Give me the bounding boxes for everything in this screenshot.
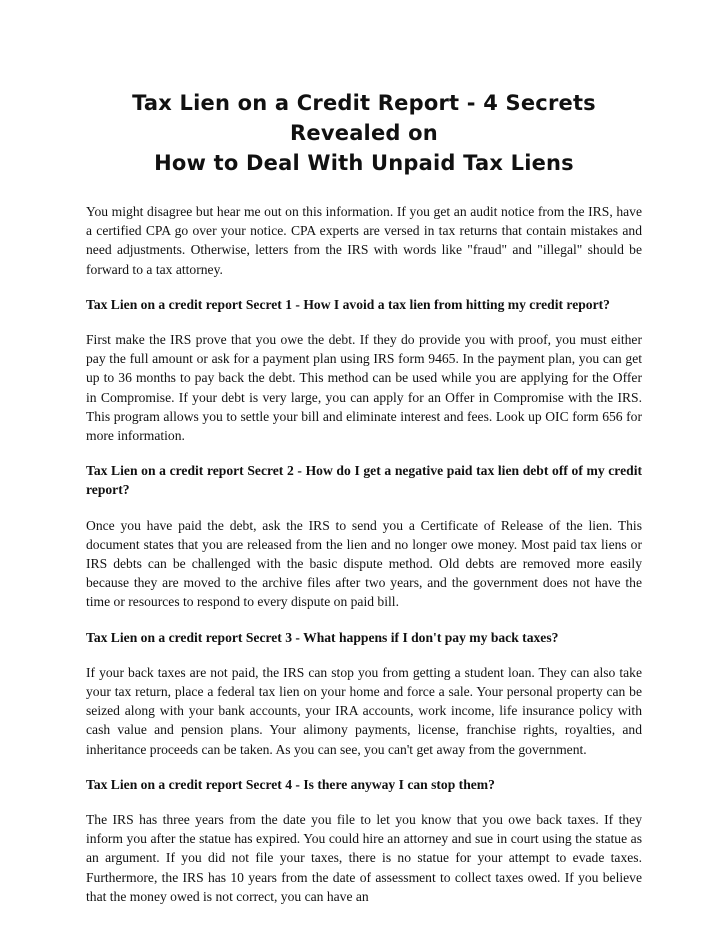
title-line-1: Tax Lien on a Credit Report - 4 Secrets Revealed on xyxy=(132,91,596,145)
intro-paragraph: You might disagree but hear me out on this information. If you get an audit notice from the IRS, have a certified CPA go over your notice. CPA experts are versed in tax returns that contain mistakes and need adjustments. Otherwise, letters from the IRS with words like "fraud" and "illegal" should be forward to a tax attorney. xyxy=(86,204,642,277)
document-title xyxy=(86,88,642,178)
section-1-body: First make the IRS prove that you owe the debt. If they do provide you with proof, you must either pay the full amount or ask for a payment plan using IRS form 9465. In the payment plan, you can get up to 36 months to pay back the debt. This method can be used while you are applying for the Offer in Compromise. If your debt is very large, you can apply for an Offer in Compromise with the IRS. This program allows you to settle your bill and eliminate interest and fees. Look up OIC form 656 for more information. xyxy=(86,332,642,444)
title-line-2: How to Deal With Unpaid Tax Liens xyxy=(154,151,574,175)
section-4-body: The IRS has three years from the date you file to let you know that you owe back taxes. If they inform you after the statue has expired. You could hire an attorney and sue in court using the statue as an argument. If you did not file your taxes, there is no statue for your attempt to evade taxes. Furthermore, the IRS has 10 years from the date of assessment to collect taxes owed. If you believe that the money owed is not correct, you can have an xyxy=(86,812,642,904)
section-4-heading: Tax Lien on a credit report Secret 4 - Is there anyway I can stop them? xyxy=(86,776,495,792)
section-2-heading: Tax Lien on a credit report Secret 2 - How do I get a negative paid tax lien debt off of my credit report? xyxy=(86,463,642,498)
section-3-body: If your back taxes are not paid, the IRS can stop you from getting a student loan. They can also take your tax return, place a federal tax lien on your home and force a sale. Your personal property can be seized along with your bank accounts, your IRA accounts, work income, life insurance policy with cash value and pension plans. Your alimony payments, license, franchise rights, royalties, and inheritance proceeds can be taken. As you can see, you can't get away from the government. xyxy=(86,664,642,757)
section-1-heading: Tax Lien on a credit report Secret 1 - How I avoid a tax lien from hitting my credit report? xyxy=(86,296,610,312)
section-2-body: Once you have paid the debt, ask the IRS to send you a Certificate of Release of the lien. This document states that you are released from the lien and no longer owe money. Most paid tax liens or IRS debts can be challenged with the basic dispute method. Old debts are removed more easily because they are moved to the archive files after two years, and the government does not have the time or resources to respond to every dispute on paid bill. xyxy=(86,517,642,610)
section-3-heading: Tax Lien on a credit report Secret 3 - What happens if I don't pay my back taxes? xyxy=(86,629,559,645)
